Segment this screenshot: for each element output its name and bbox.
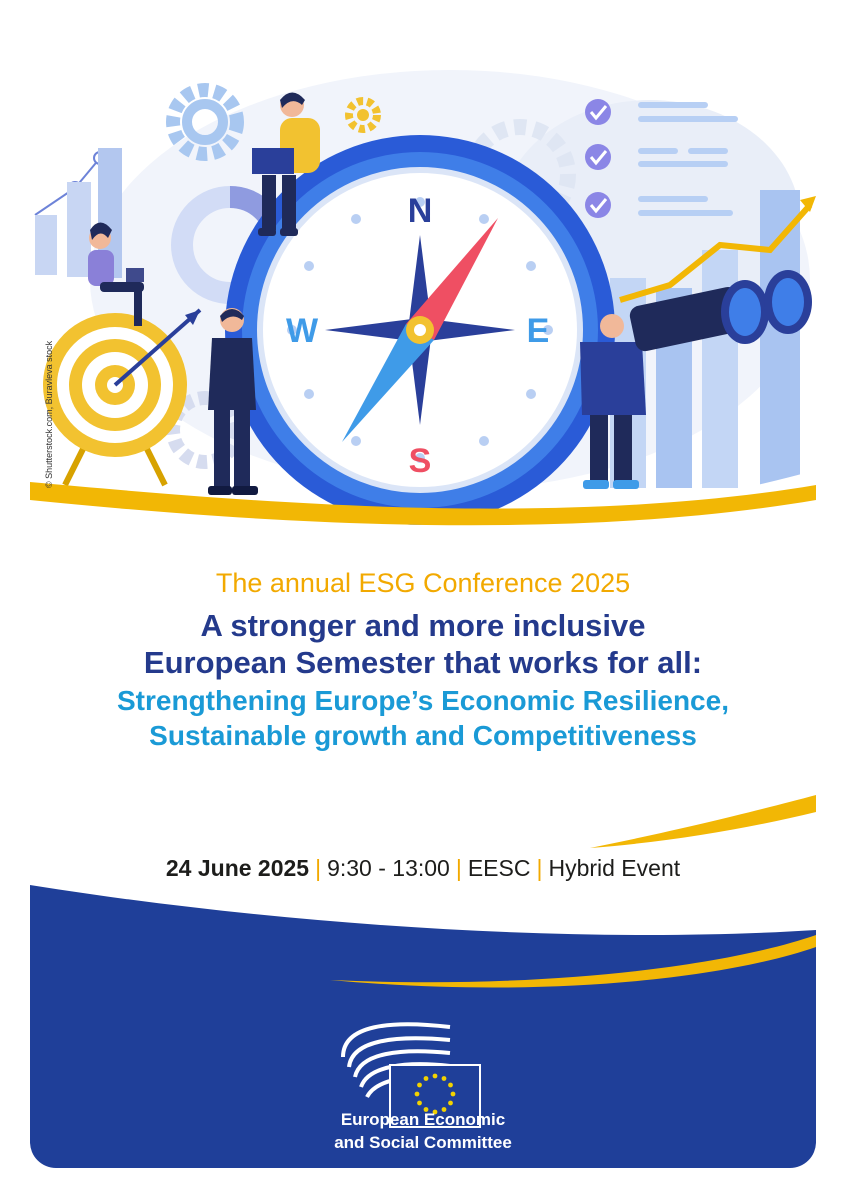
- event-venue: EESC: [467, 855, 531, 881]
- organization-name-line: and Social Committee: [334, 1133, 512, 1152]
- compass-north: N: [407, 192, 433, 230]
- event-date: 24 June 2025: [165, 855, 310, 881]
- event-subtitle-line: Sustainable growth and Competitiveness: [149, 720, 697, 751]
- event-info: [30, 855, 816, 882]
- image-credit: © Shutterstock.com, Buravleva stock: [44, 340, 54, 488]
- event-title-line: A stronger and more inclusive: [200, 608, 646, 643]
- event-format: Hybrid Event: [548, 855, 681, 881]
- organization-name-line: European Economic: [340, 1110, 506, 1129]
- event-time: 9:30 - 13:00: [327, 855, 450, 881]
- title-block: [30, 565, 816, 753]
- event-pretitle: The annual ESG Conference 2025: [215, 568, 631, 598]
- event-title: [30, 607, 816, 681]
- compass-west: W: [285, 312, 319, 350]
- separator: |: [455, 855, 462, 881]
- event-subtitle: [30, 683, 816, 753]
- separator: |: [315, 855, 322, 881]
- poster-card: [30, 30, 816, 1168]
- compass-south: S: [408, 442, 432, 480]
- event-title-line: European Semester that works for all:: [143, 645, 703, 680]
- separator: |: [536, 855, 543, 881]
- event-subtitle-line: Strengthening Europe’s Economic Resilience,: [117, 685, 729, 716]
- compass-east: E: [526, 312, 550, 350]
- hero-illustration: [30, 30, 816, 570]
- divider-swoosh: [30, 790, 816, 850]
- organization-name: [30, 1108, 816, 1154]
